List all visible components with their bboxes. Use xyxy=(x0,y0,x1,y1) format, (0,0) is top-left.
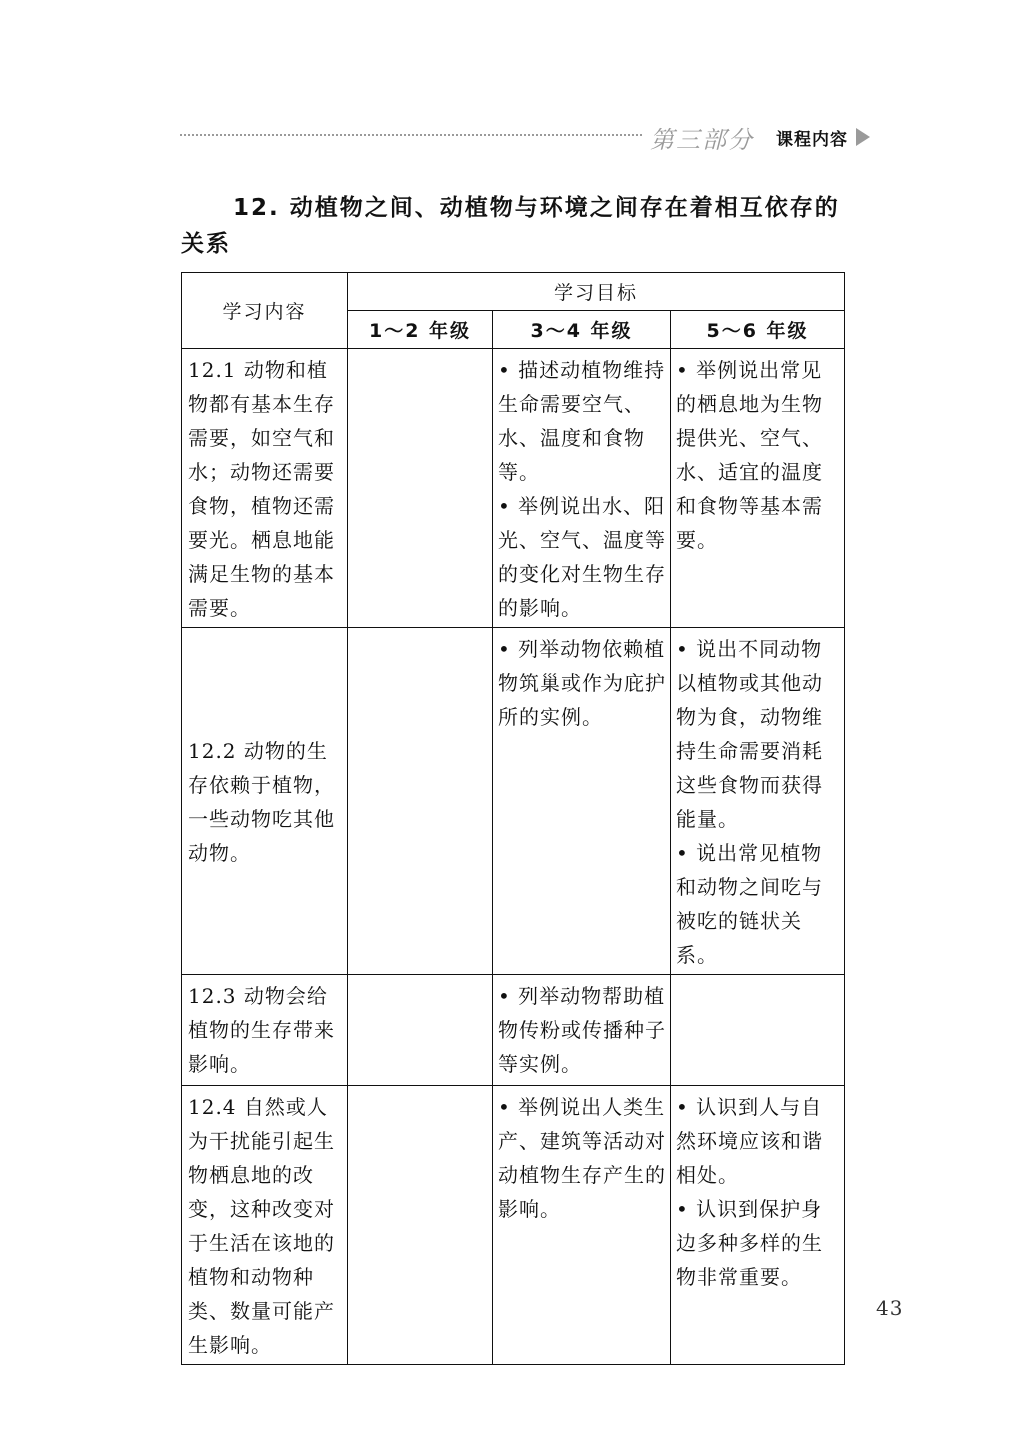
row-goal-grade-1-2 xyxy=(348,1086,492,1092)
header-learning-goals: 学习目标 xyxy=(348,273,845,311)
header-dotted-rule xyxy=(180,134,642,136)
table-row xyxy=(182,628,845,975)
header-grade-1-2: 1～2 年级 xyxy=(348,311,493,349)
goal-bullet: • 举例说出人类生产、建筑等活动对动植物生存产生的影响。 xyxy=(498,1095,666,1221)
row-goal-grade-5-6 xyxy=(671,975,844,981)
header-section: 课程内容 xyxy=(776,130,848,150)
header-part: 第三部分 xyxy=(650,126,754,154)
row-goal-grade-3-4 xyxy=(493,628,670,736)
goal-bullet: • 说出不同动物以植物或其他动物为食，动物维持生命需要消耗这些食物而获得能量。 xyxy=(676,637,823,831)
header-learning-content: 学习内容 xyxy=(182,273,348,349)
goal-bullet: • 说出常见植物和动物之间吃与被吃的链状关系。 xyxy=(676,841,823,967)
goal-bullet: • 描述动植物维持生命需要空气、水、温度和食物等。 xyxy=(498,358,666,484)
row-content: 12.4 自然或人为干扰能引起生物栖息地的改变，这种改变对于生活在该地的植物和动物种类、数量可能产生影响。 xyxy=(188,1095,335,1357)
row-goal-grade-3-4 xyxy=(493,349,670,627)
triangle-arrow-icon xyxy=(856,128,870,146)
row-content: 12.3 动物会给植物的生存带来影响。 xyxy=(188,984,335,1076)
goal-bullet: • 认识到人与自然环境应该和谐相处。 xyxy=(676,1095,823,1187)
goal-bullet: • 列举动物帮助植物传粉或传播种子等实例。 xyxy=(498,984,666,1076)
row-goal-grade-1-2 xyxy=(348,975,492,981)
goal-bullet: • 举例说出常见的栖息地为生物提供光、空气、水、适宜的温度和食物等基本需要。 xyxy=(676,358,823,552)
row-content: 12.1 动物和植物都有基本生存需要，如空气和水；动物还需要食物，植物还需要光。栖息地能满足生物的基本需要。 xyxy=(188,358,335,620)
goal-bullet: • 举例说出水、阳光、空气、温度等的变化对生物生存的影响。 xyxy=(498,494,666,620)
row-goal-grade-5-6 xyxy=(671,349,844,559)
row-goal-grade-1-2 xyxy=(348,349,492,355)
page-number: 43 xyxy=(876,1296,904,1320)
table-row xyxy=(182,975,845,1086)
section-heading: 12. 动植物之间、动植物与环境之间存在着相互依存的关系 xyxy=(181,195,840,257)
header-grade-3-4: 3～4 年级 xyxy=(493,311,671,349)
learning-goals-table xyxy=(181,272,845,1365)
goal-bullet: • 认识到保护身边多种多样的生物非常重要。 xyxy=(676,1197,823,1289)
row-goal-grade-3-4 xyxy=(493,1086,670,1228)
running-header xyxy=(180,120,870,154)
row-goal-grade-3-4 xyxy=(493,975,670,1083)
table-row xyxy=(182,349,845,628)
row-goal-grade-5-6 xyxy=(671,1086,844,1296)
goal-bullet: • 列举动物依赖植物筑巢或作为庇护所的实例。 xyxy=(498,637,666,729)
row-content: 12.2 动物的生存依赖于植物，一些动物吃其他动物。 xyxy=(188,739,335,865)
row-goal-grade-1-2 xyxy=(348,628,492,634)
header-grade-5-6: 5～6 年级 xyxy=(671,311,845,349)
row-goal-grade-5-6 xyxy=(671,628,844,974)
table-row xyxy=(182,1086,845,1365)
